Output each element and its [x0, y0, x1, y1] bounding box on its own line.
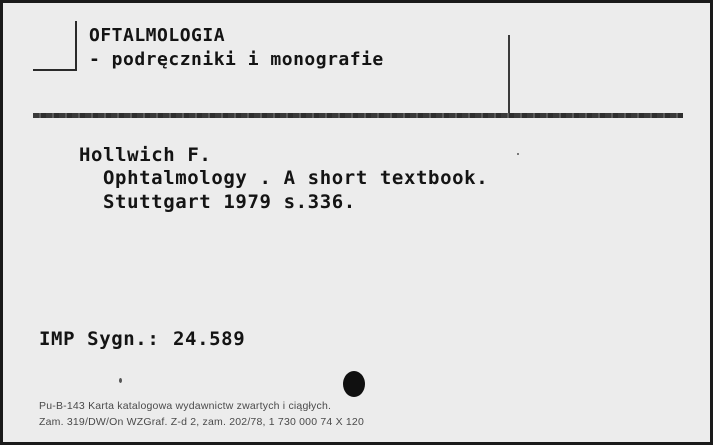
publication-info: Stuttgart 1979 s.336. — [103, 191, 356, 213]
subcategory-heading: - podręczniki i monografie — [89, 49, 384, 70]
header-divider — [508, 35, 510, 117]
catalog-card — [3, 3, 710, 442]
category-heading: OFTALMOLOGIA — [89, 25, 226, 46]
header-bracket-line — [75, 21, 77, 71]
punch-hole — [343, 371, 365, 397]
separator-rule — [33, 113, 683, 118]
form-footer-line-1: Pu-B-143 Karta katalogowa wydawnictw zwartych i ciągłych. — [39, 400, 332, 412]
ink-speck — [119, 378, 122, 383]
signature-number: 24.589 — [173, 328, 246, 350]
form-footer-line-2: Zam. 319/DW/On WZGraf. Z-d 2, zam. 202/78, 1 730 000 74 X 120 — [39, 416, 365, 428]
ink-speck — [517, 153, 519, 155]
book-title: Ophtalmology . A short textbook. — [103, 167, 489, 189]
author-name: Hollwich F. — [79, 144, 212, 166]
signature-label: IMP Sygn.: — [39, 328, 160, 350]
header-bracket-underline — [33, 69, 77, 71]
